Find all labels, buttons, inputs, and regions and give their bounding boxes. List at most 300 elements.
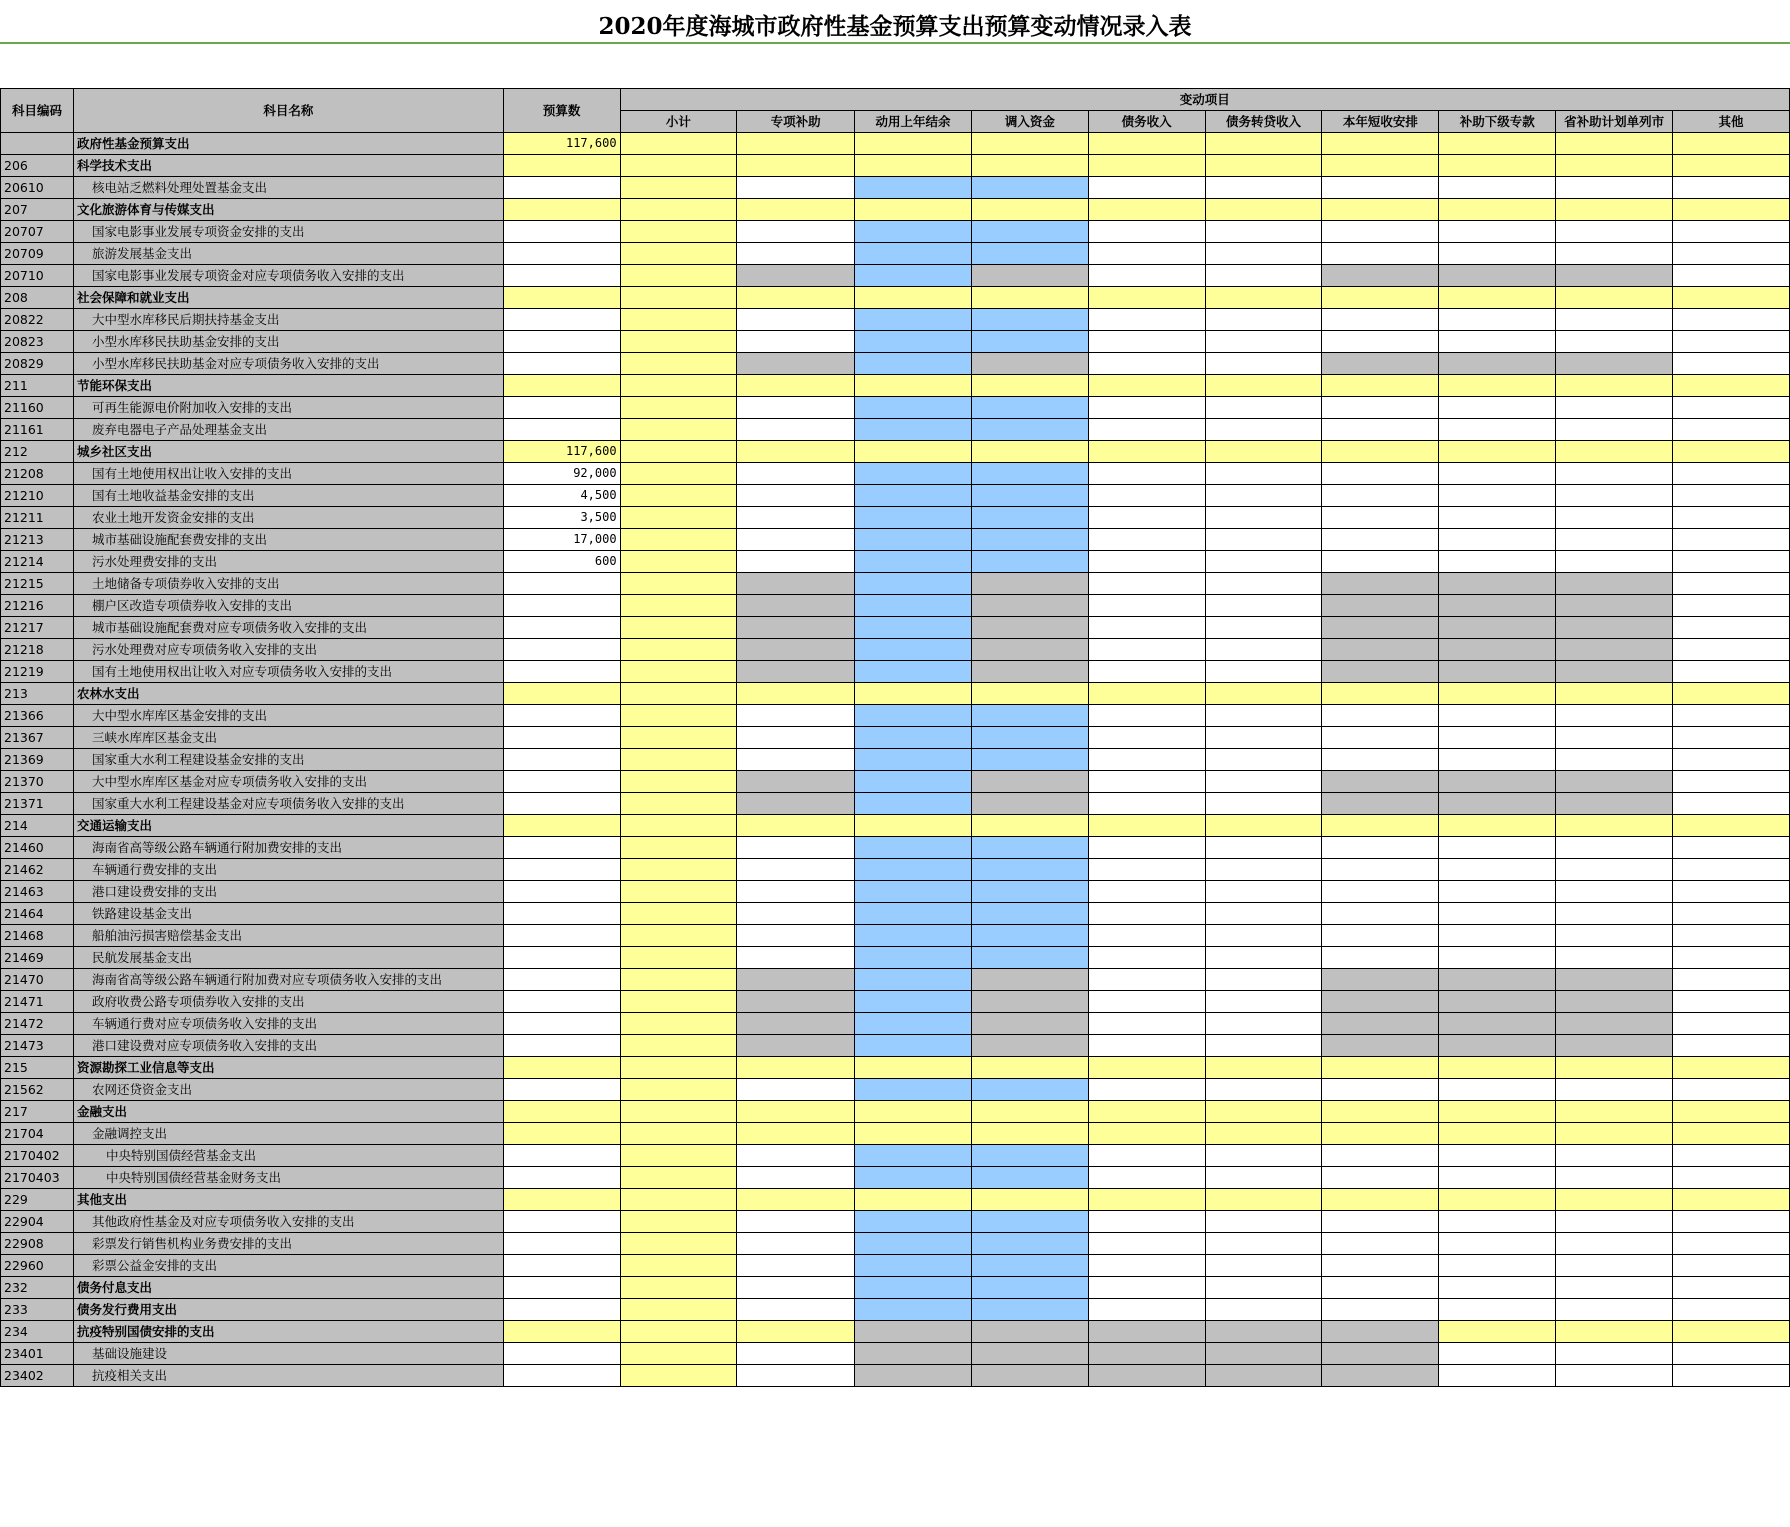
row-change-cell[interactable] xyxy=(1439,485,1556,507)
row-change-cell[interactable] xyxy=(737,287,855,309)
row-change-cell[interactable] xyxy=(855,1299,972,1321)
row-change-cell[interactable] xyxy=(1088,551,1205,573)
row-code-cell[interactable]: 21370 xyxy=(1,771,74,793)
row-change-cell[interactable] xyxy=(620,1211,737,1233)
row-change-cell[interactable] xyxy=(855,1321,972,1343)
row-change-cell[interactable] xyxy=(1088,903,1205,925)
row-change-cell[interactable] xyxy=(1205,1101,1322,1123)
row-change-cell[interactable] xyxy=(1439,309,1556,331)
row-change-cell[interactable] xyxy=(1322,375,1439,397)
row-change-cell[interactable] xyxy=(737,1277,855,1299)
row-name-cell[interactable]: 节能环保支出 xyxy=(73,375,503,397)
row-change-cell[interactable] xyxy=(1088,1013,1205,1035)
row-change-cell[interactable] xyxy=(971,1013,1088,1035)
header-code[interactable]: 科目编码 xyxy=(1,89,74,133)
row-change-cell[interactable] xyxy=(1673,903,1790,925)
row-change-cell[interactable] xyxy=(1673,1035,1790,1057)
row-change-cell[interactable] xyxy=(1322,903,1439,925)
row-change-cell[interactable] xyxy=(1088,507,1205,529)
row-change-cell[interactable] xyxy=(1439,155,1556,177)
row-change-cell[interactable] xyxy=(971,749,1088,771)
row-change-cell[interactable] xyxy=(855,1365,972,1387)
row-change-cell[interactable] xyxy=(1556,1255,1673,1277)
row-change-cell[interactable] xyxy=(737,419,855,441)
header-change-other[interactable]: 其他 xyxy=(1673,111,1790,133)
row-code-cell[interactable]: 21473 xyxy=(1,1035,74,1057)
row-code-cell[interactable]: 21366 xyxy=(1,705,74,727)
row-change-cell[interactable] xyxy=(737,507,855,529)
row-change-cell[interactable] xyxy=(1439,177,1556,199)
row-change-cell[interactable] xyxy=(1088,793,1205,815)
row-change-cell[interactable] xyxy=(1088,1057,1205,1079)
row-code-cell[interactable]: 21471 xyxy=(1,991,74,1013)
row-code-cell[interactable]: 206 xyxy=(1,155,74,177)
row-name-cell[interactable]: 金融调控支出 xyxy=(73,1123,503,1145)
row-change-cell[interactable] xyxy=(737,595,855,617)
row-change-cell[interactable] xyxy=(620,375,737,397)
row-name-cell[interactable]: 民航发展基金支出 xyxy=(73,947,503,969)
row-change-cell[interactable] xyxy=(1556,1035,1673,1057)
row-name-cell[interactable]: 海南省高等级公路车辆通行附加费安排的支出 xyxy=(73,837,503,859)
row-change-cell[interactable] xyxy=(620,1035,737,1057)
row-change-cell[interactable] xyxy=(1439,397,1556,419)
row-change-cell[interactable] xyxy=(620,331,737,353)
row-change-cell[interactable] xyxy=(1556,133,1673,155)
row-change-cell[interactable] xyxy=(1673,1343,1790,1365)
row-change-cell[interactable] xyxy=(620,1101,737,1123)
row-change-cell[interactable] xyxy=(971,507,1088,529)
row-change-cell[interactable] xyxy=(620,881,737,903)
row-name-cell[interactable]: 其他支出 xyxy=(73,1189,503,1211)
row-code-cell[interactable]: 214 xyxy=(1,815,74,837)
row-change-cell[interactable] xyxy=(1439,947,1556,969)
row-change-cell[interactable] xyxy=(620,155,737,177)
row-change-cell[interactable] xyxy=(1439,1035,1556,1057)
row-change-cell[interactable] xyxy=(1556,815,1673,837)
row-change-cell[interactable] xyxy=(1322,1299,1439,1321)
row-change-cell[interactable] xyxy=(737,155,855,177)
row-change-cell[interactable] xyxy=(1322,287,1439,309)
row-name-cell[interactable]: 港口建设费对应专项债务收入安排的支出 xyxy=(73,1035,503,1057)
row-change-cell[interactable] xyxy=(1556,771,1673,793)
row-name-cell[interactable]: 核电站乏燃料处理处置基金支出 xyxy=(73,177,503,199)
row-change-cell[interactable] xyxy=(1205,661,1322,683)
header-change-subtotal[interactable]: 小计 xyxy=(620,111,737,133)
row-change-cell[interactable] xyxy=(1205,1167,1322,1189)
row-change-cell[interactable] xyxy=(971,1233,1088,1255)
header-change-transfer-in[interactable]: 调入资金 xyxy=(971,111,1088,133)
row-change-cell[interactable] xyxy=(971,1057,1088,1079)
row-name-cell[interactable]: 船舶油污损害赔偿基金支出 xyxy=(73,925,503,947)
row-change-cell[interactable] xyxy=(1322,925,1439,947)
row-change-cell[interactable] xyxy=(1322,639,1439,661)
row-change-cell[interactable] xyxy=(737,727,855,749)
row-change-cell[interactable] xyxy=(1322,617,1439,639)
row-change-cell[interactable] xyxy=(1322,1013,1439,1035)
row-name-cell[interactable]: 土地储备专项债券收入安排的支出 xyxy=(73,573,503,595)
row-change-cell[interactable] xyxy=(1673,837,1790,859)
row-change-cell[interactable] xyxy=(971,529,1088,551)
row-change-cell[interactable] xyxy=(855,595,972,617)
row-change-cell[interactable] xyxy=(1322,991,1439,1013)
row-change-cell[interactable] xyxy=(1673,969,1790,991)
row-change-cell[interactable] xyxy=(1556,221,1673,243)
row-change-cell[interactable] xyxy=(1322,881,1439,903)
row-budget-cell[interactable] xyxy=(503,1211,620,1233)
row-change-cell[interactable] xyxy=(1556,507,1673,529)
row-change-cell[interactable] xyxy=(1205,1123,1322,1145)
row-change-cell[interactable] xyxy=(1322,551,1439,573)
row-budget-cell[interactable] xyxy=(503,617,620,639)
header-changes-group[interactable]: 变动项目 xyxy=(620,89,1789,111)
row-change-cell[interactable] xyxy=(1556,1189,1673,1211)
row-change-cell[interactable] xyxy=(855,1145,972,1167)
row-change-cell[interactable] xyxy=(971,1255,1088,1277)
row-change-cell[interactable] xyxy=(1556,903,1673,925)
row-change-cell[interactable] xyxy=(1205,1255,1322,1277)
row-change-cell[interactable] xyxy=(1322,661,1439,683)
row-change-cell[interactable] xyxy=(971,177,1088,199)
row-change-cell[interactable] xyxy=(1088,1233,1205,1255)
row-change-cell[interactable] xyxy=(1673,639,1790,661)
row-change-cell[interactable] xyxy=(971,969,1088,991)
row-change-cell[interactable] xyxy=(1088,639,1205,661)
row-change-cell[interactable] xyxy=(737,1013,855,1035)
row-name-cell[interactable]: 抗疫相关支出 xyxy=(73,1365,503,1387)
row-change-cell[interactable] xyxy=(1205,287,1322,309)
row-code-cell[interactable]: 2170402 xyxy=(1,1145,74,1167)
row-change-cell[interactable] xyxy=(737,1079,855,1101)
row-change-cell[interactable] xyxy=(1673,1365,1790,1387)
row-change-cell[interactable] xyxy=(971,925,1088,947)
row-change-cell[interactable] xyxy=(1322,441,1439,463)
row-change-cell[interactable] xyxy=(620,1079,737,1101)
row-change-cell[interactable] xyxy=(1088,1123,1205,1145)
row-change-cell[interactable] xyxy=(971,397,1088,419)
row-change-cell[interactable] xyxy=(1088,749,1205,771)
row-change-cell[interactable] xyxy=(1322,331,1439,353)
row-name-cell[interactable]: 彩票发行销售机构业务费安排的支出 xyxy=(73,1233,503,1255)
row-change-cell[interactable] xyxy=(971,419,1088,441)
row-change-cell[interactable] xyxy=(1205,573,1322,595)
row-change-cell[interactable] xyxy=(971,683,1088,705)
row-change-cell[interactable] xyxy=(1088,595,1205,617)
row-change-cell[interactable] xyxy=(855,683,972,705)
row-budget-cell[interactable] xyxy=(503,1057,620,1079)
row-change-cell[interactable] xyxy=(1673,617,1790,639)
row-budget-cell[interactable] xyxy=(503,793,620,815)
row-change-cell[interactable] xyxy=(1556,1145,1673,1167)
row-change-cell[interactable] xyxy=(620,309,737,331)
row-change-cell[interactable] xyxy=(1205,925,1322,947)
row-change-cell[interactable] xyxy=(737,859,855,881)
row-name-cell[interactable]: 车辆通行费安排的支出 xyxy=(73,859,503,881)
row-change-cell[interactable] xyxy=(1439,969,1556,991)
row-change-cell[interactable] xyxy=(1439,771,1556,793)
row-budget-cell[interactable] xyxy=(503,155,620,177)
row-change-cell[interactable] xyxy=(1673,595,1790,617)
row-change-cell[interactable] xyxy=(1205,1233,1322,1255)
row-change-cell[interactable] xyxy=(1556,749,1673,771)
row-change-cell[interactable] xyxy=(1556,353,1673,375)
row-change-cell[interactable] xyxy=(1322,221,1439,243)
row-change-cell[interactable] xyxy=(1673,287,1790,309)
row-change-cell[interactable] xyxy=(1205,419,1322,441)
header-change-shortfall[interactable]: 本年短收安排 xyxy=(1322,111,1439,133)
row-change-cell[interactable] xyxy=(620,793,737,815)
row-code-cell[interactable]: 22960 xyxy=(1,1255,74,1277)
row-change-cell[interactable] xyxy=(1673,705,1790,727)
row-change-cell[interactable] xyxy=(971,661,1088,683)
row-change-cell[interactable] xyxy=(1088,375,1205,397)
row-change-cell[interactable] xyxy=(737,925,855,947)
row-name-cell[interactable]: 国家重大水利工程建设基金安排的支出 xyxy=(73,749,503,771)
row-change-cell[interactable] xyxy=(1088,441,1205,463)
row-budget-cell[interactable] xyxy=(503,1299,620,1321)
row-change-cell[interactable] xyxy=(1088,485,1205,507)
row-change-cell[interactable] xyxy=(855,441,972,463)
row-change-cell[interactable] xyxy=(1205,177,1322,199)
row-budget-cell[interactable]: 600 xyxy=(503,551,620,573)
row-change-cell[interactable] xyxy=(1439,573,1556,595)
row-change-cell[interactable] xyxy=(1556,617,1673,639)
row-change-cell[interactable] xyxy=(737,661,855,683)
row-change-cell[interactable] xyxy=(1556,573,1673,595)
row-change-cell[interactable] xyxy=(1556,265,1673,287)
row-change-cell[interactable] xyxy=(737,969,855,991)
row-change-cell[interactable] xyxy=(971,133,1088,155)
row-code-cell[interactable]: 21464 xyxy=(1,903,74,925)
row-change-cell[interactable] xyxy=(1439,221,1556,243)
row-change-cell[interactable] xyxy=(1322,265,1439,287)
header-change-debt-onlending[interactable]: 债务转贷收入 xyxy=(1205,111,1322,133)
row-change-cell[interactable] xyxy=(971,639,1088,661)
row-change-cell[interactable] xyxy=(1205,1277,1322,1299)
row-change-cell[interactable] xyxy=(1439,925,1556,947)
row-change-cell[interactable] xyxy=(620,1057,737,1079)
row-name-cell[interactable]: 车辆通行费对应专项债务收入安排的支出 xyxy=(73,1013,503,1035)
row-change-cell[interactable] xyxy=(737,375,855,397)
row-budget-cell[interactable] xyxy=(503,309,620,331)
row-change-cell[interactable] xyxy=(620,1321,737,1343)
row-change-cell[interactable] xyxy=(1439,419,1556,441)
row-change-cell[interactable] xyxy=(1673,771,1790,793)
row-change-cell[interactable] xyxy=(1673,1211,1790,1233)
row-change-cell[interactable] xyxy=(855,903,972,925)
row-budget-cell[interactable] xyxy=(503,243,620,265)
row-change-cell[interactable] xyxy=(1673,199,1790,221)
row-change-cell[interactable] xyxy=(1205,1343,1322,1365)
row-change-cell[interactable] xyxy=(1205,1321,1322,1343)
row-change-cell[interactable] xyxy=(620,353,737,375)
row-change-cell[interactable] xyxy=(855,177,972,199)
row-change-cell[interactable] xyxy=(1556,1343,1673,1365)
row-change-cell[interactable] xyxy=(971,331,1088,353)
row-budget-cell[interactable] xyxy=(503,1277,620,1299)
row-change-cell[interactable] xyxy=(971,1365,1088,1387)
row-change-cell[interactable] xyxy=(1439,881,1556,903)
row-budget-cell[interactable] xyxy=(503,925,620,947)
row-change-cell[interactable] xyxy=(971,705,1088,727)
row-change-cell[interactable] xyxy=(1205,969,1322,991)
row-change-cell[interactable] xyxy=(1322,199,1439,221)
row-code-cell[interactable]: 21469 xyxy=(1,947,74,969)
row-change-cell[interactable] xyxy=(737,947,855,969)
row-change-cell[interactable] xyxy=(1088,991,1205,1013)
row-budget-cell[interactable] xyxy=(503,1343,620,1365)
row-change-cell[interactable] xyxy=(855,199,972,221)
row-change-cell[interactable] xyxy=(1556,485,1673,507)
row-budget-cell[interactable] xyxy=(503,947,620,969)
row-change-cell[interactable] xyxy=(855,463,972,485)
row-change-cell[interactable] xyxy=(1205,375,1322,397)
row-change-cell[interactable] xyxy=(1556,1057,1673,1079)
row-change-cell[interactable] xyxy=(1088,199,1205,221)
row-change-cell[interactable] xyxy=(1205,463,1322,485)
row-change-cell[interactable] xyxy=(737,463,855,485)
row-change-cell[interactable] xyxy=(855,947,972,969)
row-change-cell[interactable] xyxy=(1205,155,1322,177)
row-change-cell[interactable] xyxy=(1556,1101,1673,1123)
row-change-cell[interactable] xyxy=(1673,265,1790,287)
row-budget-cell[interactable] xyxy=(503,1013,620,1035)
row-change-cell[interactable] xyxy=(1088,859,1205,881)
row-change-cell[interactable] xyxy=(1088,419,1205,441)
row-change-cell[interactable] xyxy=(855,991,972,1013)
row-name-cell[interactable]: 交通运输支出 xyxy=(73,815,503,837)
row-change-cell[interactable] xyxy=(1673,331,1790,353)
row-budget-cell[interactable] xyxy=(503,639,620,661)
row-change-cell[interactable] xyxy=(1556,793,1673,815)
row-budget-cell[interactable]: 4,500 xyxy=(503,485,620,507)
row-change-cell[interactable] xyxy=(1439,1299,1556,1321)
row-change-cell[interactable] xyxy=(1673,419,1790,441)
row-change-cell[interactable] xyxy=(855,617,972,639)
row-change-cell[interactable] xyxy=(1673,661,1790,683)
row-change-cell[interactable] xyxy=(737,243,855,265)
row-change-cell[interactable] xyxy=(1322,573,1439,595)
row-change-cell[interactable] xyxy=(1556,969,1673,991)
row-change-cell[interactable] xyxy=(1439,551,1556,573)
row-change-cell[interactable] xyxy=(1205,133,1322,155)
row-name-cell[interactable]: 农业土地开发资金安排的支出 xyxy=(73,507,503,529)
row-change-cell[interactable] xyxy=(971,947,1088,969)
row-change-cell[interactable] xyxy=(737,529,855,551)
row-change-cell[interactable] xyxy=(1439,815,1556,837)
row-change-cell[interactable] xyxy=(1322,1167,1439,1189)
row-budget-cell[interactable] xyxy=(503,903,620,925)
row-change-cell[interactable] xyxy=(1439,639,1556,661)
row-change-cell[interactable] xyxy=(1673,397,1790,419)
row-change-cell[interactable] xyxy=(1556,529,1673,551)
row-budget-cell[interactable]: 17,000 xyxy=(503,529,620,551)
row-budget-cell[interactable] xyxy=(503,859,620,881)
row-change-cell[interactable] xyxy=(737,199,855,221)
row-code-cell[interactable]: 21217 xyxy=(1,617,74,639)
header-change-debt-income[interactable]: 债务收入 xyxy=(1088,111,1205,133)
row-change-cell[interactable] xyxy=(1088,1145,1205,1167)
row-budget-cell[interactable] xyxy=(503,749,620,771)
row-budget-cell[interactable] xyxy=(503,353,620,375)
row-change-cell[interactable] xyxy=(737,551,855,573)
row-code-cell[interactable]: 212 xyxy=(1,441,74,463)
row-change-cell[interactable] xyxy=(1439,133,1556,155)
row-change-cell[interactable] xyxy=(1556,991,1673,1013)
row-change-cell[interactable] xyxy=(1205,595,1322,617)
row-change-cell[interactable] xyxy=(1205,309,1322,331)
row-change-cell[interactable] xyxy=(737,221,855,243)
row-change-cell[interactable] xyxy=(1205,243,1322,265)
row-change-cell[interactable] xyxy=(620,1365,737,1387)
row-change-cell[interactable] xyxy=(1673,727,1790,749)
header-change-prior-surplus[interactable]: 动用上年结余 xyxy=(855,111,972,133)
row-change-cell[interactable] xyxy=(855,507,972,529)
row-code-cell[interactable]: 21215 xyxy=(1,573,74,595)
row-change-cell[interactable] xyxy=(1088,727,1205,749)
row-change-cell[interactable] xyxy=(1556,419,1673,441)
row-code-cell[interactable]: 234 xyxy=(1,1321,74,1343)
row-budget-cell[interactable]: 117,600 xyxy=(503,133,620,155)
row-change-cell[interactable] xyxy=(1205,551,1322,573)
row-change-cell[interactable] xyxy=(737,1365,855,1387)
row-change-cell[interactable] xyxy=(1439,727,1556,749)
row-change-cell[interactable] xyxy=(620,837,737,859)
row-change-cell[interactable] xyxy=(971,991,1088,1013)
row-change-cell[interactable] xyxy=(855,1079,972,1101)
row-change-cell[interactable] xyxy=(1205,507,1322,529)
row-change-cell[interactable] xyxy=(1088,617,1205,639)
row-change-cell[interactable] xyxy=(855,1255,972,1277)
row-code-cell[interactable]: 21218 xyxy=(1,639,74,661)
row-change-cell[interactable] xyxy=(971,617,1088,639)
row-budget-cell[interactable] xyxy=(503,375,620,397)
row-name-cell[interactable]: 可再生能源电价附加收入安排的支出 xyxy=(73,397,503,419)
row-change-cell[interactable] xyxy=(620,397,737,419)
row-change-cell[interactable] xyxy=(1556,595,1673,617)
row-change-cell[interactable] xyxy=(1322,463,1439,485)
row-name-cell[interactable]: 社会保障和就业支出 xyxy=(73,287,503,309)
row-code-cell[interactable]: 21470 xyxy=(1,969,74,991)
row-change-cell[interactable] xyxy=(737,1255,855,1277)
row-code-cell[interactable]: 21367 xyxy=(1,727,74,749)
row-change-cell[interactable] xyxy=(1088,1167,1205,1189)
row-change-cell[interactable] xyxy=(1322,727,1439,749)
row-name-cell[interactable]: 小型水库移民扶助基金对应专项债务收入安排的支出 xyxy=(73,353,503,375)
row-change-cell[interactable] xyxy=(1088,1101,1205,1123)
row-change-cell[interactable] xyxy=(971,199,1088,221)
row-change-cell[interactable] xyxy=(855,309,972,331)
row-change-cell[interactable] xyxy=(1439,441,1556,463)
row-change-cell[interactable] xyxy=(1673,1189,1790,1211)
row-change-cell[interactable] xyxy=(971,1145,1088,1167)
row-change-cell[interactable] xyxy=(620,639,737,661)
row-change-cell[interactable] xyxy=(855,639,972,661)
row-change-cell[interactable] xyxy=(1673,155,1790,177)
row-change-cell[interactable] xyxy=(620,661,737,683)
row-code-cell[interactable]: 20610 xyxy=(1,177,74,199)
row-change-cell[interactable] xyxy=(620,1233,737,1255)
row-change-cell[interactable] xyxy=(737,683,855,705)
row-change-cell[interactable] xyxy=(620,947,737,969)
row-change-cell[interactable] xyxy=(1556,1277,1673,1299)
row-change-cell[interactable] xyxy=(1673,1057,1790,1079)
row-code-cell[interactable]: 21468 xyxy=(1,925,74,947)
row-change-cell[interactable] xyxy=(737,309,855,331)
row-change-cell[interactable] xyxy=(1322,485,1439,507)
row-change-cell[interactable] xyxy=(1439,683,1556,705)
row-change-cell[interactable] xyxy=(971,485,1088,507)
row-code-cell[interactable]: 20829 xyxy=(1,353,74,375)
